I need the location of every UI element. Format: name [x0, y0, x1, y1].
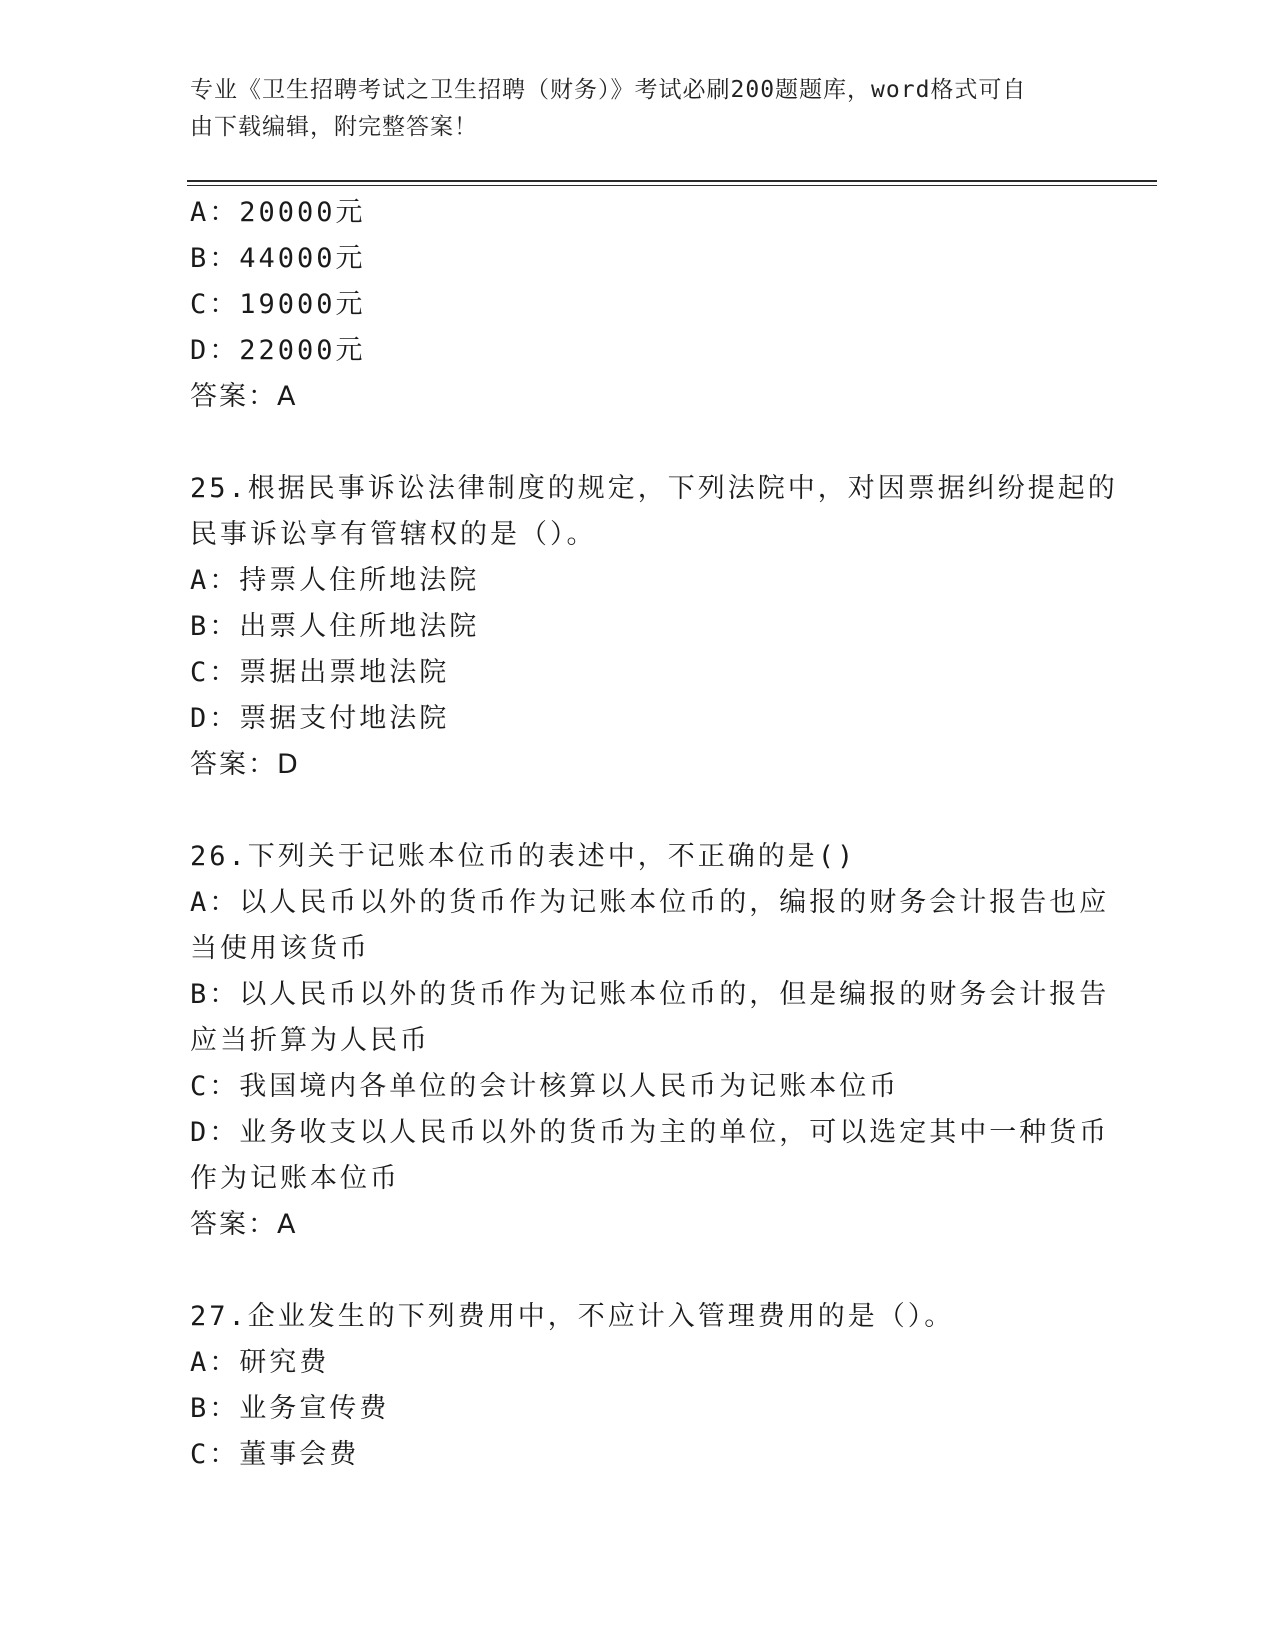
question-list [190, 190, 1118, 1478]
header-divider-thin [187, 185, 1157, 186]
option-c: C：票据出票地法院 [190, 657, 450, 688]
option-c: C：我国境内各单位的会计核算以人民币为记账本位币 [190, 1071, 900, 1102]
option-d: D：票据支付地法院 [190, 703, 450, 734]
option-a: A：持票人住所地法院 [190, 565, 480, 596]
answer-line: 答案：D [190, 749, 300, 780]
spacer [190, 420, 1090, 466]
question-block-24 [190, 190, 1090, 420]
option-d: D：22000元 [190, 335, 366, 366]
question-stem-line: 27.企业发生的下列费用中，不应计入管理费用的是（）。 [190, 1301, 955, 1332]
document-header [190, 72, 1090, 146]
option-a: A：研究费 [190, 1347, 330, 1378]
question-block-26 [190, 834, 1110, 1248]
option-c: C：19000元 [190, 289, 366, 320]
question-stem-line: 26.下列关于记账本位币的表述中，不正确的是() [190, 841, 857, 872]
answer-line: 答案：A [190, 381, 298, 412]
option-a: A：以人民币以外的货币作为记账本位币的，编报的财务会计报告也应 [190, 887, 1110, 918]
option-c: C：董事会费 [190, 1439, 360, 1470]
option-d-continued: 作为记账本位币 [190, 1163, 400, 1194]
header-line-1: 专业《卫生招聘考试之卫生招聘（财务）》考试必刷200题题库，word格式可自 [190, 77, 1027, 103]
question-stem-line: 25.根据民事诉讼法律制度的规定，下列法院中，对因票据纠纷提起的 [190, 473, 1118, 504]
option-d: D：业务收支以人民币以外的货币为主的单位，可以选定其中一种货币 [190, 1117, 1110, 1148]
option-b-continued: 应当折算为人民币 [190, 1025, 430, 1056]
question-block-25 [190, 466, 1118, 788]
option-b: B：出票人住所地法院 [190, 611, 480, 642]
option-a: A：20000元 [190, 197, 366, 228]
option-b: B：业务宣传费 [190, 1393, 390, 1424]
answer-line: 答案：A [190, 1209, 298, 1240]
header-line-2: 由下载编辑，附完整答案！ [190, 114, 478, 140]
question-stem-line: 民事诉讼享有管辖权的是（）。 [190, 519, 597, 550]
spacer [190, 788, 1090, 834]
spacer [190, 1248, 1090, 1294]
option-b: B：44000元 [190, 243, 366, 274]
option-b: B：以人民币以外的货币作为记账本位币的，但是编报的财务会计报告 [190, 979, 1110, 1010]
option-a-continued: 当使用该货币 [190, 933, 370, 964]
header-divider-thick [187, 180, 1157, 182]
question-block-27 [190, 1294, 1090, 1478]
